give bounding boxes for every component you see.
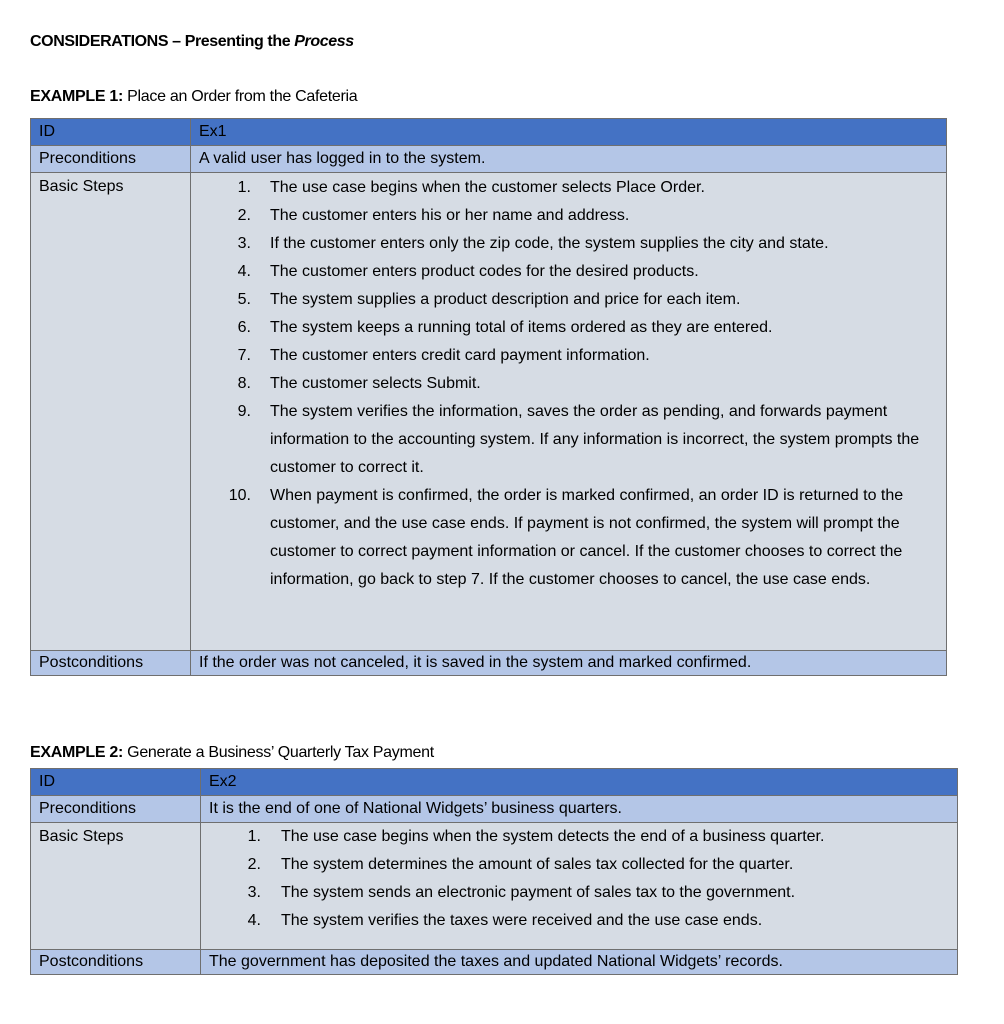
step-number: 6. (237, 319, 251, 336)
example-1-title: Place an Order from the Cafeteria (123, 88, 358, 105)
example-2-title: Generate a Business’ Quarterly Tax Payment (123, 744, 434, 761)
preconditions-value: It is the end of one of National Widgets’ business quarters. (201, 796, 958, 823)
table-row-basic-steps (31, 173, 947, 651)
step-item (209, 851, 949, 879)
step-number: 10. (228, 487, 251, 504)
title-emphasis: Process (294, 33, 354, 50)
postconditions-label: Postconditions (31, 651, 191, 676)
example-1-heading (30, 88, 357, 106)
table-row-postconditions (31, 950, 958, 975)
step-text: If the customer enters only the zip code, the system supplies the city and state. (270, 235, 829, 252)
step-number: 8. (237, 375, 251, 392)
step-item (209, 907, 949, 935)
table-row-postconditions (31, 651, 947, 676)
step-text: The customer selects Submit. (270, 375, 481, 392)
step-item (199, 230, 938, 258)
table-row-id (31, 769, 958, 796)
step-number: 3. (247, 884, 261, 901)
basic-steps-label: Basic Steps (31, 173, 191, 651)
id-label: ID (31, 119, 191, 146)
example-1-label: EXAMPLE 1: (30, 88, 124, 105)
steps-list (199, 174, 938, 594)
title-prefix: CONSIDERATIONS – Presenting the (30, 33, 295, 50)
step-text: The use case begins when the customer selects Place Order. (270, 179, 705, 196)
example-2-label: EXAMPLE 2: (30, 744, 124, 761)
step-text: The system sends an electronic payment of sales tax to the government. (281, 884, 796, 901)
step-text: The use case begins when the system detects the end of a business quarter. (281, 828, 825, 845)
step-text: When payment is confirmed, the order is marked confirmed, an order ID is returned to the customer, and the use case ends. If payment is not confirmed, the system will prompt the customer to correct payment information or cancel. If the customer chooses to correct the information, go back to step 7. If the customer chooses to cancel, the use case ends. (270, 487, 904, 588)
step-number: 2. (237, 207, 251, 224)
step-number: 9. (237, 403, 251, 420)
id-value: Ex2 (201, 769, 958, 796)
id-value: Ex1 (191, 119, 947, 146)
step-text: The system verifies the taxes were received and the use case ends. (281, 912, 763, 929)
step-item (199, 314, 938, 342)
preconditions-label: Preconditions (31, 146, 191, 173)
basic-steps-cell (201, 823, 958, 950)
step-item (199, 370, 938, 398)
step-number: 4. (247, 912, 261, 929)
step-item (199, 482, 938, 594)
example-2-table (30, 768, 958, 975)
postconditions-label: Postconditions (31, 950, 201, 975)
step-item (209, 879, 949, 907)
steps-list (209, 823, 949, 935)
table-row-id (31, 119, 947, 146)
example-1-table (30, 118, 947, 676)
step-number: 7. (237, 347, 251, 364)
table-row-preconditions (31, 146, 947, 173)
table-row-basic-steps (31, 823, 958, 950)
step-item (209, 823, 949, 851)
step-text: The system supplies a product description and price for each item. (270, 291, 741, 308)
preconditions-label: Preconditions (31, 796, 201, 823)
id-label: ID (31, 769, 201, 796)
step-text: The customer enters product codes for the desired products. (270, 263, 699, 280)
step-text: The customer enters credit card payment information. (270, 347, 650, 364)
table-row-preconditions (31, 796, 958, 823)
step-number: 1. (247, 828, 261, 845)
step-number: 1. (237, 179, 251, 196)
basic-steps-cell (191, 173, 947, 651)
step-item (199, 398, 938, 482)
postconditions-value: If the order was not canceled, it is saved in the system and marked confirmed. (191, 651, 947, 676)
step-text: The system determines the amount of sales tax collected for the quarter. (281, 856, 794, 873)
step-text: The system keeps a running total of items ordered as they are entered. (270, 319, 773, 336)
step-number: 4. (237, 263, 251, 280)
step-item (199, 286, 938, 314)
step-item (199, 258, 938, 286)
step-item (199, 342, 938, 370)
postconditions-value: The government has deposited the taxes and updated National Widgets’ records. (201, 950, 958, 975)
preconditions-value: A valid user has logged in to the system. (191, 146, 947, 173)
step-number: 2. (247, 856, 261, 873)
example-2-heading (30, 744, 434, 762)
step-text: The customer enters his or her name and address. (270, 207, 630, 224)
basic-steps-label: Basic Steps (31, 823, 201, 950)
step-item (199, 202, 938, 230)
document-title (30, 33, 354, 51)
step-text: The system verifies the information, saves the order as pending, and forwards payment information to the accounting system. If any information is incorrect, the system prompts the customer to correct it. (270, 403, 920, 476)
step-number: 3. (237, 235, 251, 252)
step-item (199, 174, 938, 202)
step-number: 5. (237, 291, 251, 308)
